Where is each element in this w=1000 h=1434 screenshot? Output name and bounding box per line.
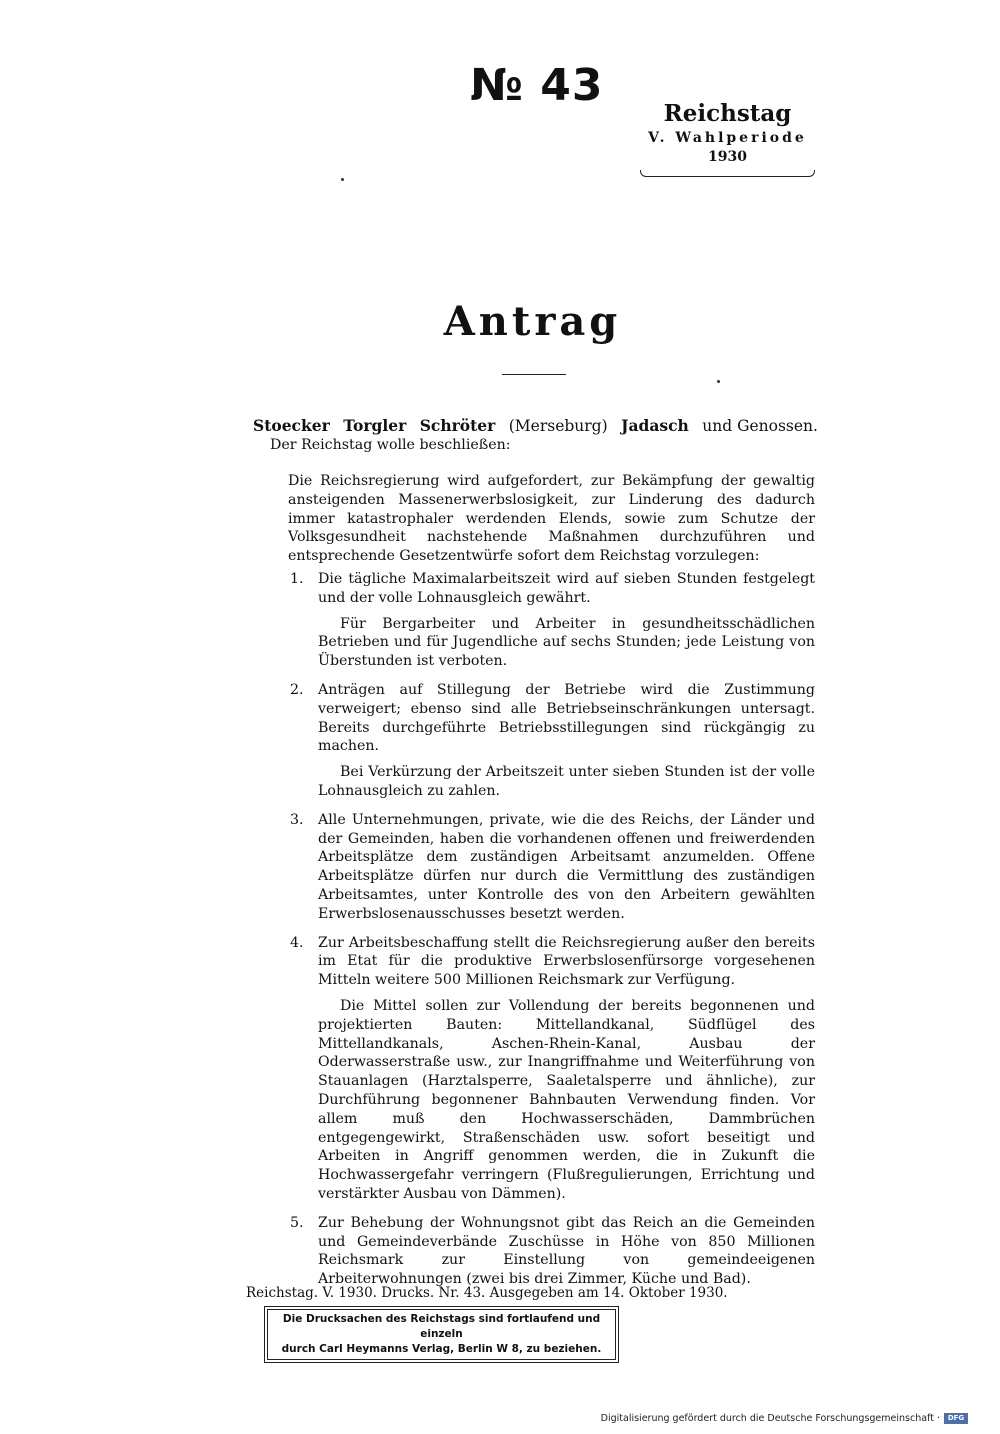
masthead-bracket-rule (640, 170, 815, 177)
item-paragraph: Bei Verkürzung der Arbeitszeit unter sieben Stunden ist der volle Lohnausgleich zu zahlen. (318, 764, 815, 799)
item-number: 4. (290, 934, 304, 951)
list-item (290, 1214, 815, 1289)
item-paragraph: Die Mittel sollen zur Vollendung der bereits begonnenen und projektierten Bauten: Mittellandkanal, Südflügel des Mittellandkanals, Aschen-Rhein-Kanal, Ausbau der Oderwasserstraße usw., zur Inangriffnahme und Weiterführung von Stauanlagen (Harztalsperre, Saaletalsperre und ähnliche), zur Durchführung begonnener Bahnbauten Verwendung finden. Vor allem muß den Hochwasserschäden, Dammbrüchen entgegengewirkt, Straßenschäden usw. sofort beseitigt und Arbeiten in Angriff genommen werden, die in Zukunft die Hochwassergefahr verringern (Flußregulierungen, Errichtung und verstärkter Ausbau von Dämmen). (318, 997, 815, 1202)
digitization-text: Digitalisierung gefördert durch die Deutsche Forschungsgemeinschaft · (600, 1413, 940, 1424)
sponsor-suffix: und Genossen. (702, 417, 818, 435)
item-number: 3. (290, 811, 304, 828)
item-paragraph: Die tägliche Maximalarbeitszeit wird auf sieben Stunden festgelegt und der volle Lohnausgleich gewährt. (318, 571, 815, 606)
masthead (640, 100, 815, 177)
speck-2 (717, 380, 720, 383)
sponsor-name: Jadasch (621, 416, 689, 435)
item-paragraph: Zur Behebung der Wohnungsnot gibt das Reich an die Gemeinden und Gemeindeverbände Zuschüsse in Höhe von 850 Millionen Reichsmark zur Einstellung von gemeindeeigenen Arbeiterwohnungen (zwei bis drei Zimmer, Küche und Bad). (318, 1214, 815, 1288)
sponsor-names (253, 416, 818, 436)
publisher-line: Die Drucksachen des Reichstags sind fortlaufend und einzeln (282, 1313, 601, 1340)
sponsors-block (253, 416, 818, 455)
list-item (290, 811, 815, 924)
digitization-note (601, 1413, 968, 1424)
masthead-title: Reichstag (663, 100, 792, 127)
document-title: Antrag (443, 298, 622, 345)
item-paragraph: Anträgen auf Stillegung der Betriebe wird die Zustimmung verweigert; ebenso sind alle Betriebseinschränkungen untersagt. Bereits durchgeführte Betriebsstillegungen sind rückgängig zu machen. (318, 681, 815, 755)
dfg-logo: DFG (944, 1413, 968, 1424)
document-number: № 43 (470, 60, 604, 111)
masthead-year: 1930 (708, 149, 747, 165)
item-paragraph: Für Bergarbeiter und Arbeiter in gesundheitsschädlichen Betrieben und für Jugendliche auf sechs Stunden; jede Leistung von Überstunden ist verboten. (318, 615, 815, 670)
title-divider (502, 374, 566, 375)
sponsor-name: Schröter (419, 416, 496, 435)
sponsor-name: Stoecker (253, 416, 330, 435)
issue-line: Reichstag. V. 1930. Drucks. Nr. 43. Ausgegeben am 14. Oktober 1930. (246, 1285, 728, 1301)
sponsor-constituency: (Merseburg) (508, 417, 608, 435)
item-number: 5. (290, 1214, 304, 1231)
publisher-box (267, 1309, 616, 1360)
item-paragraph: Alle Unternehmungen, private, wie die des Reichs, der Länder und der Gemeinden, haben die vorhandenen offenen und freiwerdenden Arbeitsplätze dem zuständigen Arbeitsamt anzumelden. Offene Arbeitsplätze dürfen nur durch die Vermittlung des zuständigen Arbeitsamtes, unter Kontrolle des von den Arbeitern gewählten Erwerbslosenausschusses besetzt werden. (318, 811, 815, 922)
list-item (290, 570, 815, 671)
item-paragraph: Zur Arbeitsbeschaffung stellt die Reichsregierung außer den bereits im Etat für die produktive Erwerbslosenfürsorge vorgesehenen Mitteln weitere 500 Millionen Reichsmark zur Verfügung. (318, 934, 815, 989)
motion-line: Der Reichstag wolle beschließen: (270, 437, 511, 453)
list-item (290, 681, 815, 801)
speck-1 (341, 178, 344, 181)
publisher-line: durch Carl Heymanns Verlag, Berlin W 8, zu beziehen. (281, 1343, 602, 1355)
item-number: 2. (290, 681, 304, 698)
sponsor-name: Torgler (343, 416, 407, 435)
intro-paragraph: Die Reichsregierung wird aufgefordert, zur Bekämpfung der gewaltig ansteigenden Massenerwerbslosigkeit, zur Linderung des dadurch immer katastrophaler werdenden Elends, sowie zum Schutze der Volksgesundheit nachstehende Maßnahmen durchzuführen und entsprechende Gesetzentwürfe sofort dem Reichstag vorzulegen: (288, 473, 815, 565)
masthead-period: V. Wahlperiode (648, 130, 807, 146)
demands-list (290, 570, 815, 1299)
item-number: 1. (290, 571, 304, 587)
list-item (290, 934, 815, 1204)
